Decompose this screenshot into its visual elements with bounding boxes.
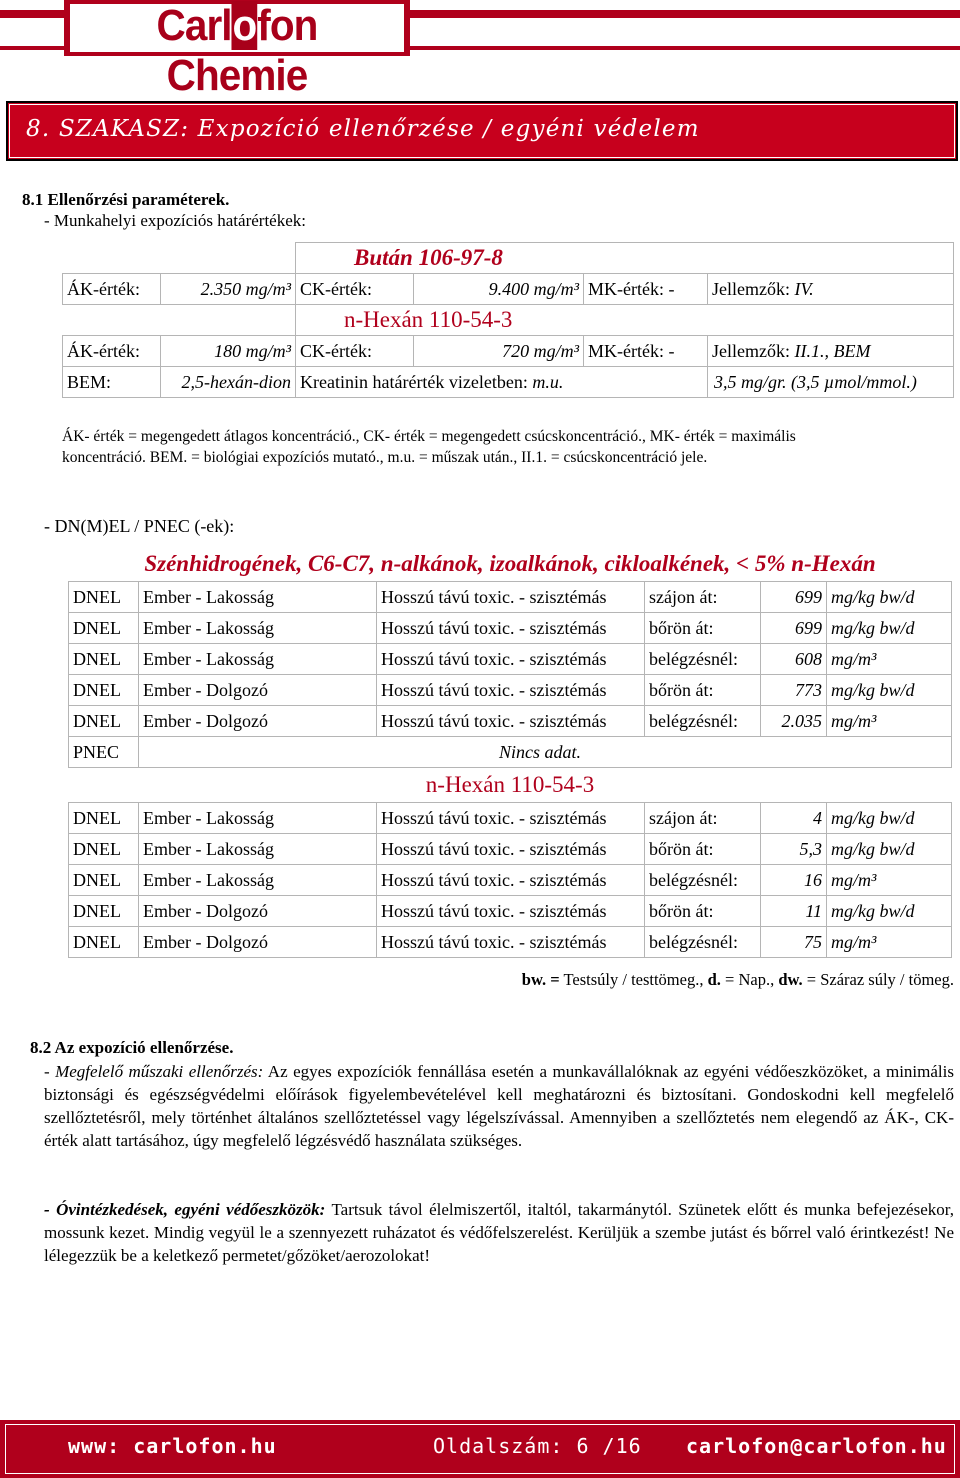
- butane-jel-label: Jellemzők:: [712, 278, 790, 299]
- dnel-heading: - DN(M)EL / PNEC (-ek):: [44, 516, 235, 536]
- legend-d-text: = Nap.,: [720, 970, 779, 989]
- company-logo: [64, 0, 410, 100]
- legend-d: d.: [707, 970, 721, 989]
- dnel-row: [69, 896, 952, 927]
- legend-line-1: ÁK- érték = megengedett átlagos koncentráció., CK- érték = megengedett csúcskoncentráció., MK- érték = maximális: [62, 428, 796, 445]
- dnel-unit: mg/kg bw/d: [827, 834, 952, 865]
- dnel-row: [69, 582, 952, 613]
- butane-jel-value: IV.: [794, 278, 814, 299]
- dnel-title-2: n-Hexán 110-54-3: [425, 772, 595, 797]
- dnel-row: [69, 613, 952, 644]
- s81-subheading: - Munkahelyi expozíciós határértékek:: [44, 211, 306, 230]
- header-bar-left: [0, 10, 64, 18]
- dnel-effect: Hosszú távú toxic. - szisztémás: [377, 865, 645, 896]
- dnel-row: [69, 865, 952, 896]
- dnel-route: belégzésnél:: [645, 927, 761, 958]
- p2-text: Tartsuk távol élelmiszertől, italtól, takarmánytól. Szünetek előtt és munka befejezésekor, mossunk kezet. Mindig vegyül le a szennyezett ruházatot és védőfelszerelést. Kerüljük a szembe jutást és bőrrel való érintkezést! Ne lélegezzük be a keletkező permetet/gőzöket/aerozolokat!: [44, 1200, 954, 1265]
- legend-dw: dw.: [778, 970, 803, 989]
- dnel-effect: Hosszú távú toxic. - szisztémás: [377, 803, 645, 834]
- header-bar-left-thin: [0, 46, 64, 50]
- logo-text-prefix: Carl: [156, 1, 232, 50]
- dnel-value: 11: [761, 896, 827, 927]
- dnel-unit: mg/kg bw/d: [827, 896, 952, 927]
- s82-heading: 8.2 Az expozíció ellenőrzése.: [30, 1038, 234, 1057]
- hexane-title: n-Hexán 110-54-3: [296, 305, 954, 336]
- butane-ak-label: ÁK-érték:: [63, 274, 161, 305]
- butane-ak-value: 2.350 mg/m³: [161, 274, 296, 305]
- p1-label: - Megfelelő műszaki ellenőrzés:: [44, 1062, 264, 1081]
- dnel-value: 5,3: [761, 834, 827, 865]
- dnel-route: bőrön át:: [645, 675, 761, 706]
- dnel-route: belégzésnél:: [645, 865, 761, 896]
- dnel-population: Ember - Dolgozó: [139, 706, 377, 737]
- p2-label: - Óvintézkedések, egyéni védőeszközök:: [44, 1200, 326, 1219]
- dnel-type: DNEL: [69, 613, 139, 644]
- dnel-population: Ember - Dolgozó: [139, 896, 377, 927]
- dnel-route: szájon át:: [645, 803, 761, 834]
- dnel-population: Ember - Lakosság: [139, 644, 377, 675]
- dnel-route: bőrön át:: [645, 613, 761, 644]
- dnel-value: 773: [761, 675, 827, 706]
- dnel-route: bőrön át:: [645, 834, 761, 865]
- logo-text-suffix: fon Chemie: [166, 1, 318, 100]
- dnel-value: 699: [761, 613, 827, 644]
- dnel-unit: mg/kg bw/d: [827, 582, 952, 613]
- dnel-effect: Hosszú távú toxic. - szisztémás: [377, 613, 645, 644]
- dnel-effect: Hosszú távú toxic. - szisztémás: [377, 834, 645, 865]
- footer-page-number: Oldalszám: 6 /16: [433, 1434, 642, 1458]
- hexane-mk: MK-érték: -: [584, 336, 708, 367]
- dnel-value: 608: [761, 644, 827, 675]
- dnel-unit: mg/kg bw/d: [827, 613, 952, 644]
- dnel-effect: Hosszú távú toxic. - szisztémás: [377, 927, 645, 958]
- hexane-ck-value: 720 mg/m³: [414, 336, 584, 367]
- dnel-population: Ember - Lakosság: [139, 865, 377, 896]
- dnel-route: szájon át:: [645, 582, 761, 613]
- dnel-route: bőrön át:: [645, 896, 761, 927]
- dnel-type: DNEL: [69, 927, 139, 958]
- page-header: [0, 0, 960, 100]
- dnel-type: DNEL: [69, 803, 139, 834]
- dnel-type: DNEL: [69, 706, 139, 737]
- dnel-type: DNEL: [69, 865, 139, 896]
- hexane-ak-label: ÁK-érték:: [63, 336, 161, 367]
- dnel-row: [69, 834, 952, 865]
- dnel-population: Ember - Lakosság: [139, 582, 377, 613]
- header-bar-right: [410, 10, 960, 18]
- dnel-unit: mg/m³: [827, 865, 952, 896]
- legend-line-2: koncentráció. BEM. = biológiai expozíciós mutató., m.u. = műszak után., II.1. = csúcskoncentráció jele.: [62, 449, 708, 466]
- dnel-effect: Hosszú távú toxic. - szisztémás: [377, 706, 645, 737]
- dnel-effect: Hosszú távú toxic. - szisztémás: [377, 644, 645, 675]
- dnel-row: [69, 644, 952, 675]
- dnel-unit: mg/m³: [827, 644, 952, 675]
- dnel-type: DNEL: [69, 582, 139, 613]
- section-title-box: [6, 101, 958, 161]
- s82-paragraph-2: [44, 1198, 954, 1267]
- hexane-ck-label: CK-érték:: [296, 336, 414, 367]
- dnel-row: [69, 675, 952, 706]
- dnel-value: 75: [761, 927, 827, 958]
- dnel-route: belégzésnél:: [645, 644, 761, 675]
- dnel-row: [69, 803, 952, 834]
- legend-dw-text: = Száraz súly / tömeg.: [802, 970, 954, 989]
- exposure-limits-table: [62, 242, 954, 398]
- footer-email: carlofon@carlofon.hu: [686, 1434, 947, 1458]
- dnel-route: belégzésnél:: [645, 706, 761, 737]
- dnel-title-1: Szénhidrogének, C6-C7, n-alkánok, izoalkánok, cikloalkének, < 5% n-Hexán: [144, 551, 876, 576]
- butane-title: Bután 106-97-8: [296, 243, 954, 274]
- bem-kreatinin-unit: m.u.: [532, 371, 564, 392]
- footer-web: www: carlofon.hu: [68, 1434, 277, 1458]
- dnel-type: DNEL: [69, 834, 139, 865]
- logo-text-highlight: o: [232, 1, 257, 50]
- dnel-population: Ember - Lakosság: [139, 834, 377, 865]
- dnel-value: 2.035: [761, 706, 827, 737]
- bem-kreatinin-value: 3,5 mg/gr. (3,5 µmol/mmol.): [708, 367, 954, 398]
- dnel-unit: mg/m³: [827, 706, 952, 737]
- section-title: 8. SZAKASZ: Expozíció ellenőrzése / egyéni védelem: [26, 116, 700, 142]
- dnel-type: DNEL: [69, 644, 139, 675]
- dnel-population: Ember - Dolgozó: [139, 675, 377, 706]
- dnel-type: DNEL: [69, 896, 139, 927]
- dnel-row: [69, 927, 952, 958]
- dnel-effect: Hosszú távú toxic. - szisztémás: [377, 582, 645, 613]
- butane-mk: MK-érték: -: [584, 274, 708, 305]
- bem-kreatinin-label: Kreatinin határérték vizeletben:: [300, 371, 528, 392]
- dnel-effect: Hosszú távú toxic. - szisztémás: [377, 675, 645, 706]
- dnel-legend: [522, 970, 954, 990]
- s82-paragraph-1: [44, 1060, 954, 1152]
- legend-bw-text: Testsúly / testtömeg.,: [559, 970, 708, 989]
- dnel-population: Ember - Dolgozó: [139, 927, 377, 958]
- bem-label: BEM:: [63, 367, 161, 398]
- dnel-population: Ember - Lakosság: [139, 803, 377, 834]
- pnec-value: Nincs adat.: [139, 737, 952, 768]
- dnel-effect: Hosszú távú toxic. - szisztémás: [377, 896, 645, 927]
- header-bar-right-thin: [410, 46, 960, 50]
- dnel-type: DNEL: [69, 675, 139, 706]
- pnec-label: PNEC: [69, 737, 139, 768]
- dnel-value: 699: [761, 582, 827, 613]
- s81-heading: 8.1 Ellenőrzési paraméterek.: [22, 190, 230, 209]
- hexane-jel-value: II.1., BEM: [794, 340, 871, 361]
- legend-bw: bw. =: [521, 970, 560, 989]
- dnel-value: 16: [761, 865, 827, 896]
- bem-value: 2,5-hexán-dion: [161, 367, 296, 398]
- butane-ck-label: CK-érték:: [296, 274, 414, 305]
- dnel-population: Ember - Lakosság: [139, 613, 377, 644]
- hexane-ak-value: 180 mg/m³: [161, 336, 296, 367]
- dnel-unit: mg/kg bw/d: [827, 675, 952, 706]
- hexane-jel-label: Jellemzők:: [712, 340, 790, 361]
- butane-ck-value: 9.400 mg/m³: [414, 274, 584, 305]
- dnel-row: [69, 706, 952, 737]
- dnel-unit: mg/kg bw/d: [827, 803, 952, 834]
- page-footer: [0, 1420, 960, 1478]
- p1-text: Az egyes expozíciók fennállása esetén a munkavállalóknak az egyéni védőeszközöket, a minimális biztonsági és egészségvédelmi előírások figyelembevételével kell meghatározni és biztosítani. Gondoskodni kell megfelelő szellőztetésről, mely történhet általános szellőztetéssel vagy légelszívással. Amennyiben a szellőztetés nem elegendő az ÁK-, CK- érték alatt tartásához, úgy megfelelő légzésvédő használata szükséges.: [44, 1062, 954, 1150]
- dnel-value: 4: [761, 803, 827, 834]
- dnel-unit: mg/m³: [827, 927, 952, 958]
- dnel-table: [68, 547, 952, 958]
